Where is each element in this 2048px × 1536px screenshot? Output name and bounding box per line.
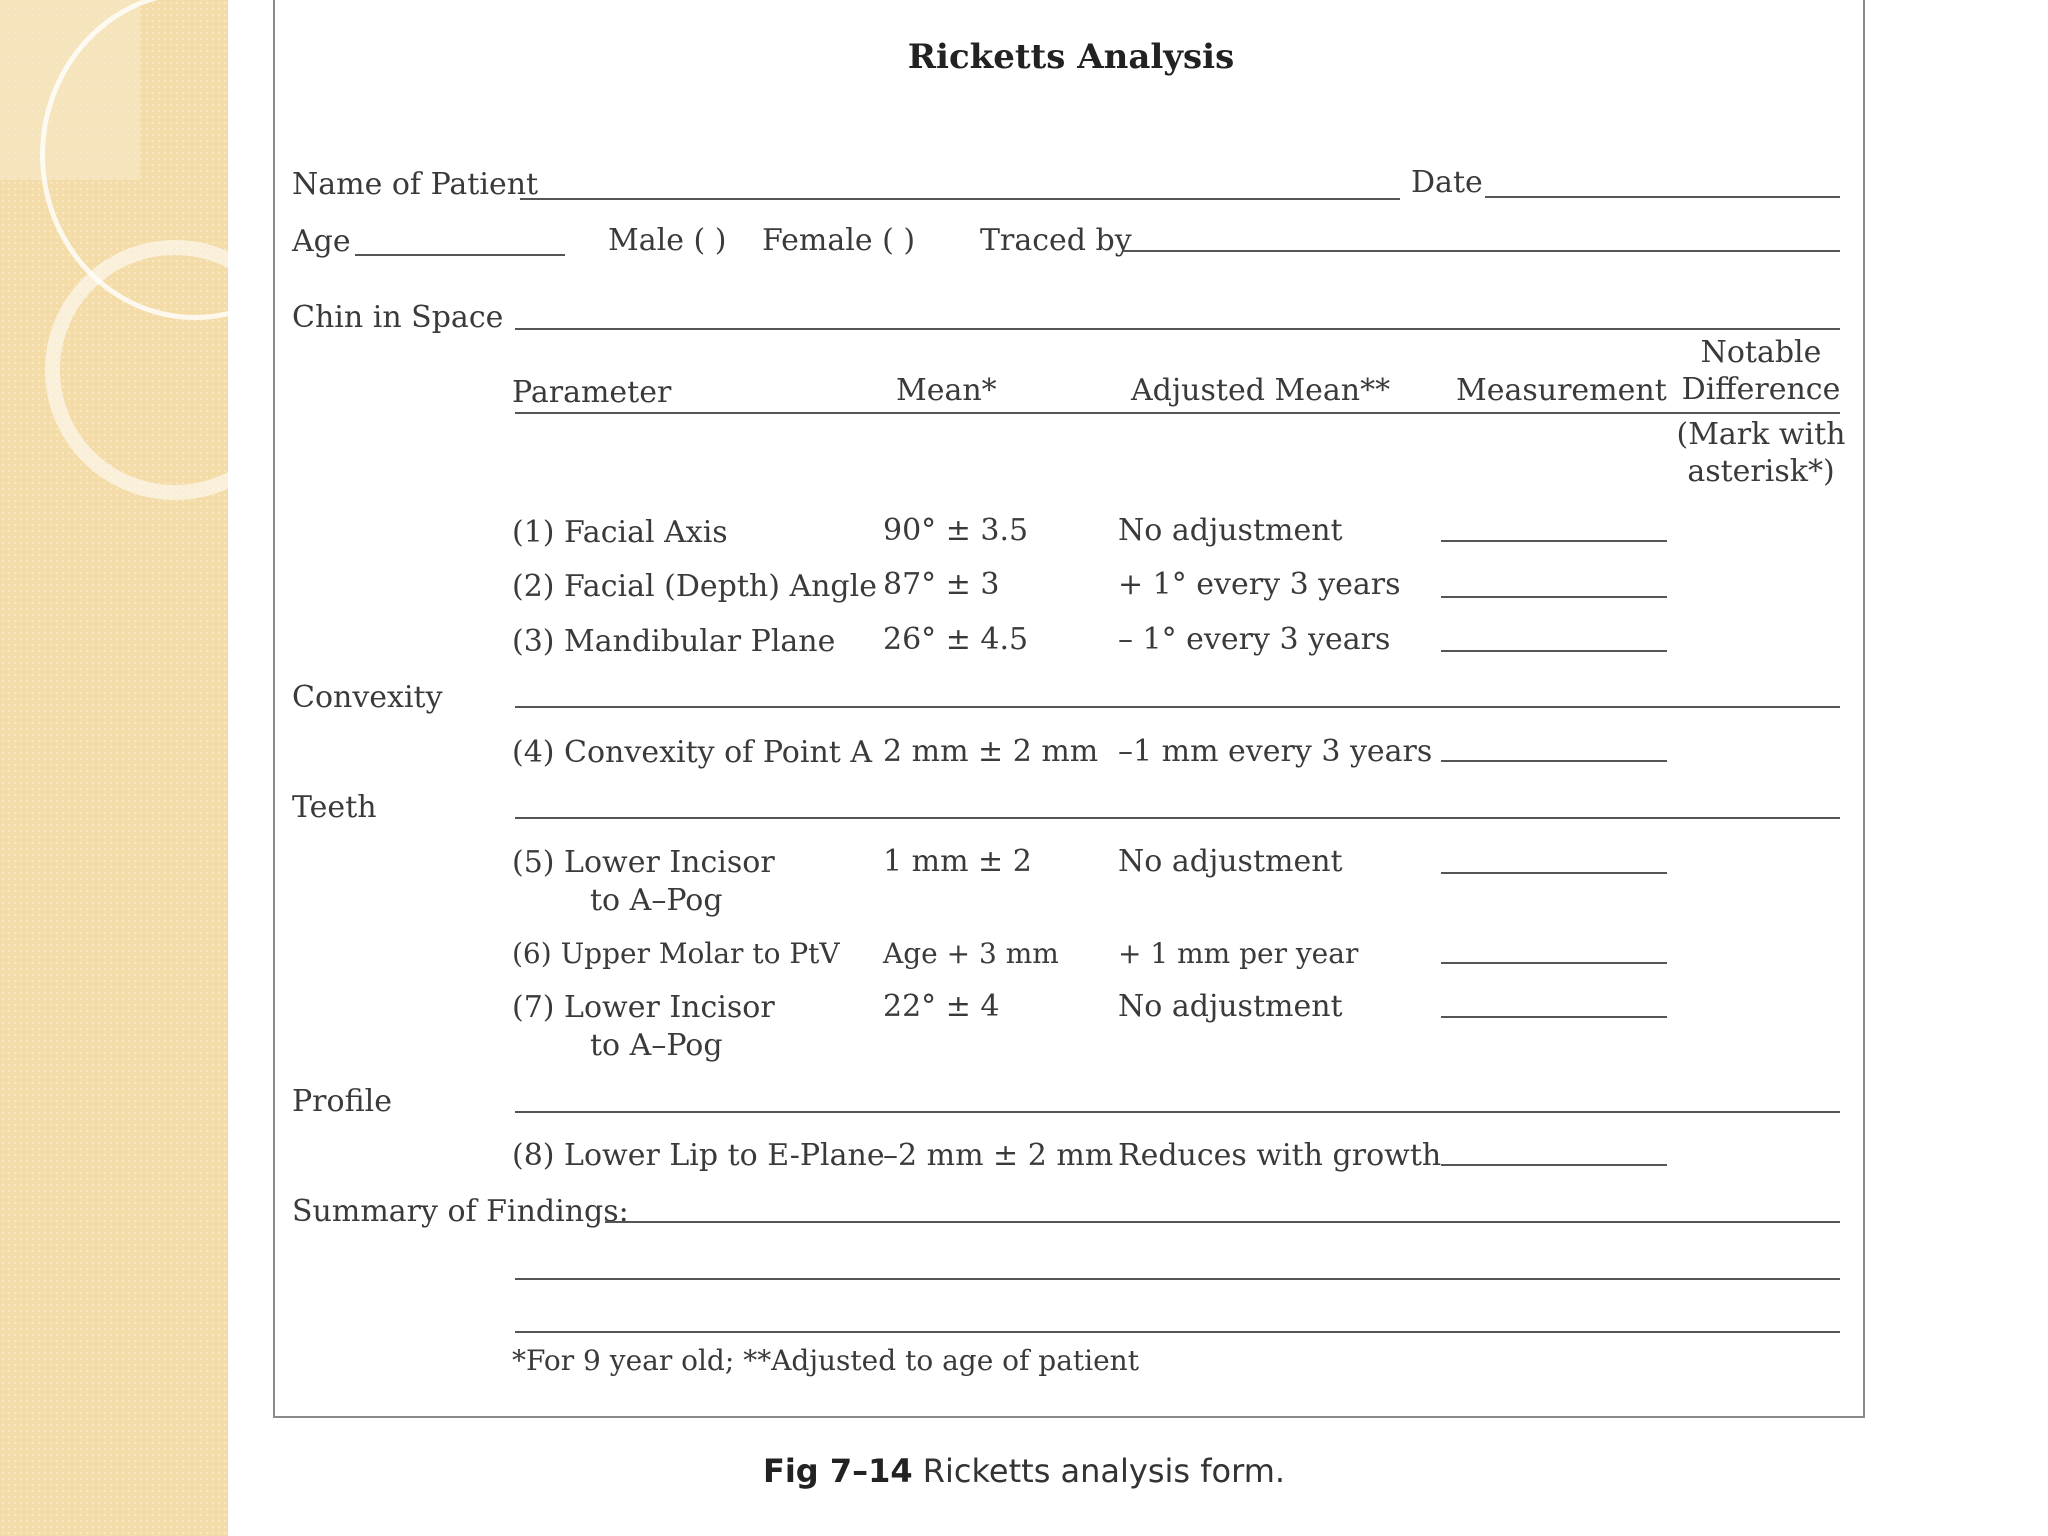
female-checkbox[interactable]: Female ( ) (762, 223, 916, 258)
footnote: *For 9 year old; **Adjusted to age of patient (512, 1344, 1139, 1377)
header-rule (515, 412, 1840, 414)
header-mean: Mean* (896, 373, 997, 408)
profile-rule (515, 1111, 1840, 1113)
row-6-parameter: (6) Upper Molar to PtV (512, 937, 840, 970)
summary-label: Summary of Findings: (292, 1194, 629, 1229)
male-checkbox[interactable]: Male ( ) (608, 223, 727, 258)
convexity-rule (515, 706, 1840, 708)
row-5-adjusted: No adjustment (1118, 844, 1343, 879)
header-adjusted-mean: Adjusted Mean** (1131, 373, 1391, 408)
row-7-parameter: (7) Lower Incisor (512, 990, 775, 1025)
row-7-adjusted: No adjustment (1118, 989, 1343, 1024)
teeth-rule (515, 817, 1840, 819)
row-2-mean: 87° ± 3 (883, 567, 1000, 602)
caption-label: Fig 7–14 (762, 1452, 913, 1490)
section-profile: Profile (292, 1084, 392, 1119)
row-6-measurement-field[interactable] (1441, 962, 1667, 964)
decorative-ring-small (45, 240, 228, 500)
row-1-parameter: (1) Facial Axis (512, 515, 728, 550)
caption-text: Ricketts analysis form. (922, 1452, 1286, 1490)
chin-in-space-label: Chin in Space (292, 300, 504, 335)
row-8-measurement-field[interactable] (1441, 1164, 1667, 1166)
row-5-mean: 1 mm ± 2 (883, 844, 1032, 879)
age-field[interactable] (355, 254, 565, 256)
age-label: Age (292, 224, 351, 259)
row-4-measurement-field[interactable] (1441, 760, 1667, 762)
row-5-parameter-line2: to A–Pog (590, 883, 723, 918)
row-2-measurement-field[interactable] (1441, 596, 1667, 598)
section-teeth: Teeth (292, 790, 377, 825)
row-8-adjusted: Reduces with growth (1118, 1138, 1442, 1173)
date-field[interactable] (1485, 196, 1840, 198)
row-4-adjusted: –1 mm every 3 years (1118, 734, 1433, 769)
date-label: Date (1411, 165, 1483, 200)
ricketts-analysis-form (273, 0, 1865, 1418)
header-measurement: Measurement (1456, 373, 1667, 408)
header-notable-1: Notable (1700, 335, 1822, 370)
row-3-parameter: (3) Mandibular Plane (512, 624, 836, 659)
row-5-measurement-field[interactable] (1441, 872, 1667, 874)
row-5-parameter: (5) Lower Incisor (512, 845, 775, 880)
header-parameter: Parameter (512, 375, 672, 410)
row-6-adjusted: + 1 mm per year (1118, 937, 1359, 970)
row-2-adjusted: + 1° every 3 years (1118, 567, 1401, 602)
row-8-parameter: (8) Lower Lip to E-Plane (512, 1138, 885, 1173)
row-2-parameter: (2) Facial (Depth) Angle (512, 569, 877, 604)
header-notable-2: Difference (1681, 372, 1841, 407)
row-3-measurement-field[interactable] (1441, 650, 1667, 652)
row-6-mean: Age + 3 mm (883, 937, 1059, 970)
row-7-parameter-line2: to A–Pog (590, 1028, 723, 1063)
row-1-mean: 90° ± 3.5 (883, 513, 1029, 548)
summary-field-3[interactable] (515, 1331, 1840, 1333)
chin-in-space-rule (515, 328, 1840, 330)
header-notable-4: asterisk*) (1687, 454, 1835, 489)
header-notable-3: (Mark with (1676, 417, 1846, 452)
row-4-parameter: (4) Convexity of Point A (512, 735, 873, 770)
traced-by-field[interactable] (1123, 250, 1840, 252)
row-1-measurement-field[interactable] (1441, 540, 1667, 542)
decorative-sidebar (0, 0, 228, 1536)
row-1-adjusted: No adjustment (1118, 513, 1343, 548)
name-of-patient-field[interactable] (520, 198, 1400, 200)
traced-by-label: Traced by (980, 223, 1132, 258)
figure-caption (0, 1452, 2048, 1490)
summary-field-2[interactable] (515, 1278, 1840, 1280)
name-of-patient-label: Name of Patient (292, 167, 539, 202)
section-convexity: Convexity (292, 680, 443, 715)
row-8-mean: –2 mm ± 2 mm (883, 1138, 1114, 1173)
form-title: Ricketts Analysis (907, 37, 1235, 77)
row-3-mean: 26° ± 4.5 (883, 622, 1029, 657)
row-3-adjusted: – 1° every 3 years (1118, 622, 1391, 657)
row-7-measurement-field[interactable] (1441, 1016, 1667, 1018)
summary-field-1[interactable] (605, 1221, 1840, 1223)
row-4-mean: 2 mm ± 2 mm (883, 734, 1099, 769)
row-7-mean: 22° ± 4 (883, 989, 1000, 1024)
